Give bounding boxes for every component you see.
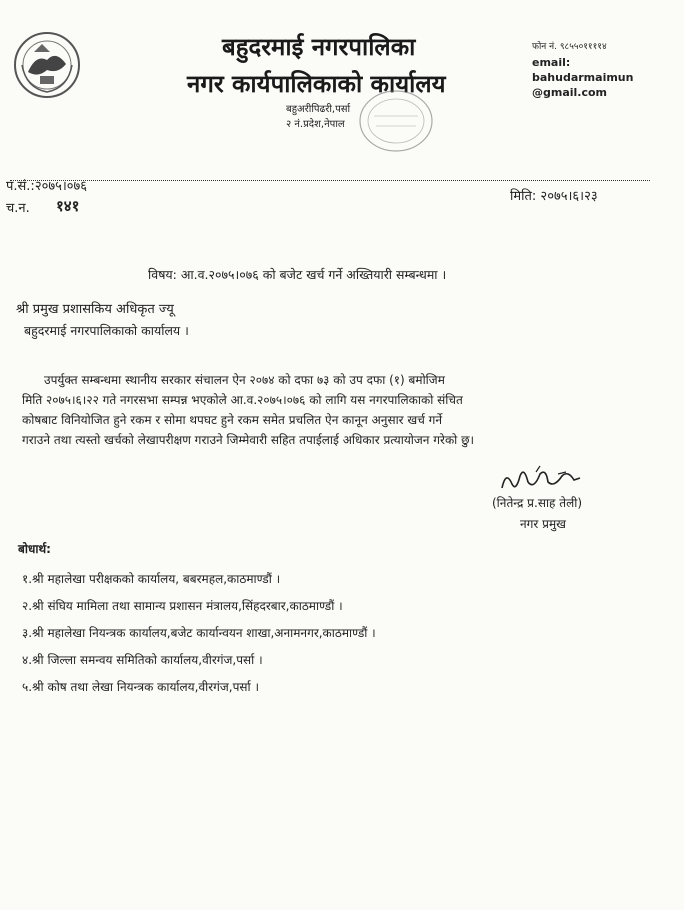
body-line: कोषबाट विनियोजित हुने रकम र सोमा थपघट हुने रकम समेत प्रचलित ऐन कानून अनुसार खर्च गर्ने (22, 413, 443, 427)
reference-number: प.सं.:२०७५।०७६ (6, 179, 88, 194)
dispatch-number-label: च.न. (6, 201, 30, 216)
dispatch-number-value: १४१ (56, 197, 80, 215)
handwritten-signature (488, 462, 598, 498)
cc-item: ५.श्री कोष तथा लेखा नियन्त्रक कार्यालय,वीरगंज,पर्सा । (22, 680, 259, 694)
phone-number: फोन नं. ९८५५०११११४ (532, 42, 607, 52)
cc-item: ४.श्री जिल्ला समन्वय समितिको कार्यालय,वीरगंज,पर्सा । (22, 653, 263, 667)
addressee-line2: बहुदरमाई नगरपालिकाको कार्यालय । (24, 323, 189, 338)
body-line: मिति २०७५।६।२२ गते नगरसभा सम्पन्न भएकोले आ.व.२०७५।०७६ को लागि यस नगरपालिकाको संचित (22, 393, 463, 407)
body-line: उपर्युक्त सम्बन्धमा स्थानीय सरकार संचालन ऐन २०७४ को दफा ७३ को उप दफा (१) बमोजिम (44, 373, 445, 387)
nepal-emblem-logo (12, 30, 82, 100)
email-line1: bahudarmaimun (532, 71, 634, 84)
body-line: गराउने तथा त्यस्तो खर्चको लेखापरीक्षण गराउने जिम्मेवारी सहित तपाईलाई अधिकार प्रत्यायोजन गरेको छु। (22, 433, 475, 447)
signatory-name: (नितेन्द्र प्र.साह तेली) (492, 496, 582, 510)
addressee-line1: श्री प्रमुख प्रशासकिय अधिकृत ज्यू (16, 302, 174, 317)
org-name-line1: बहुदरमाई नगरपालिका (222, 33, 416, 61)
header-divider (10, 180, 650, 181)
cc-item: १.श्री महालेखा परीक्षकको कार्यालय, बबरमहल,काठमाण्डौं । (22, 572, 281, 586)
address-line1: बहुअरीपिढरी,पर्सा (286, 104, 351, 115)
cc-label: बोधार्थ: (18, 542, 51, 556)
contact-block (532, 40, 633, 100)
org-name-line2: नगर कार्यपालिकाको कार्यालय (187, 70, 446, 98)
address-line2: २ नं.प्रदेश,नेपाल (286, 119, 345, 130)
email-line2: @gmail.com (532, 86, 608, 99)
subject-line: विषय: आ.व.२०७५।०७६ को बजेट खर्च गर्ने अख्तियारी सम्बन्धमा । (148, 267, 447, 282)
office-stamp (356, 86, 436, 156)
cc-item: ३.श्री महालेखा नियन्त्रक कार्यालय,बजेट कार्यान्वयन शाखा,अनामनगर,काठमाण्डौं । (22, 626, 376, 640)
signatory-title: नगर प्रमुख (520, 517, 566, 531)
letter-date: मिति: २०७५।६।२३ (510, 189, 598, 204)
email-label: email: (532, 56, 571, 69)
cc-item: २.श्री संघिय मामिला तथा सामान्य प्रशासन मंत्रालय,सिंहदरबार,काठमाण्डौं । (22, 599, 343, 613)
